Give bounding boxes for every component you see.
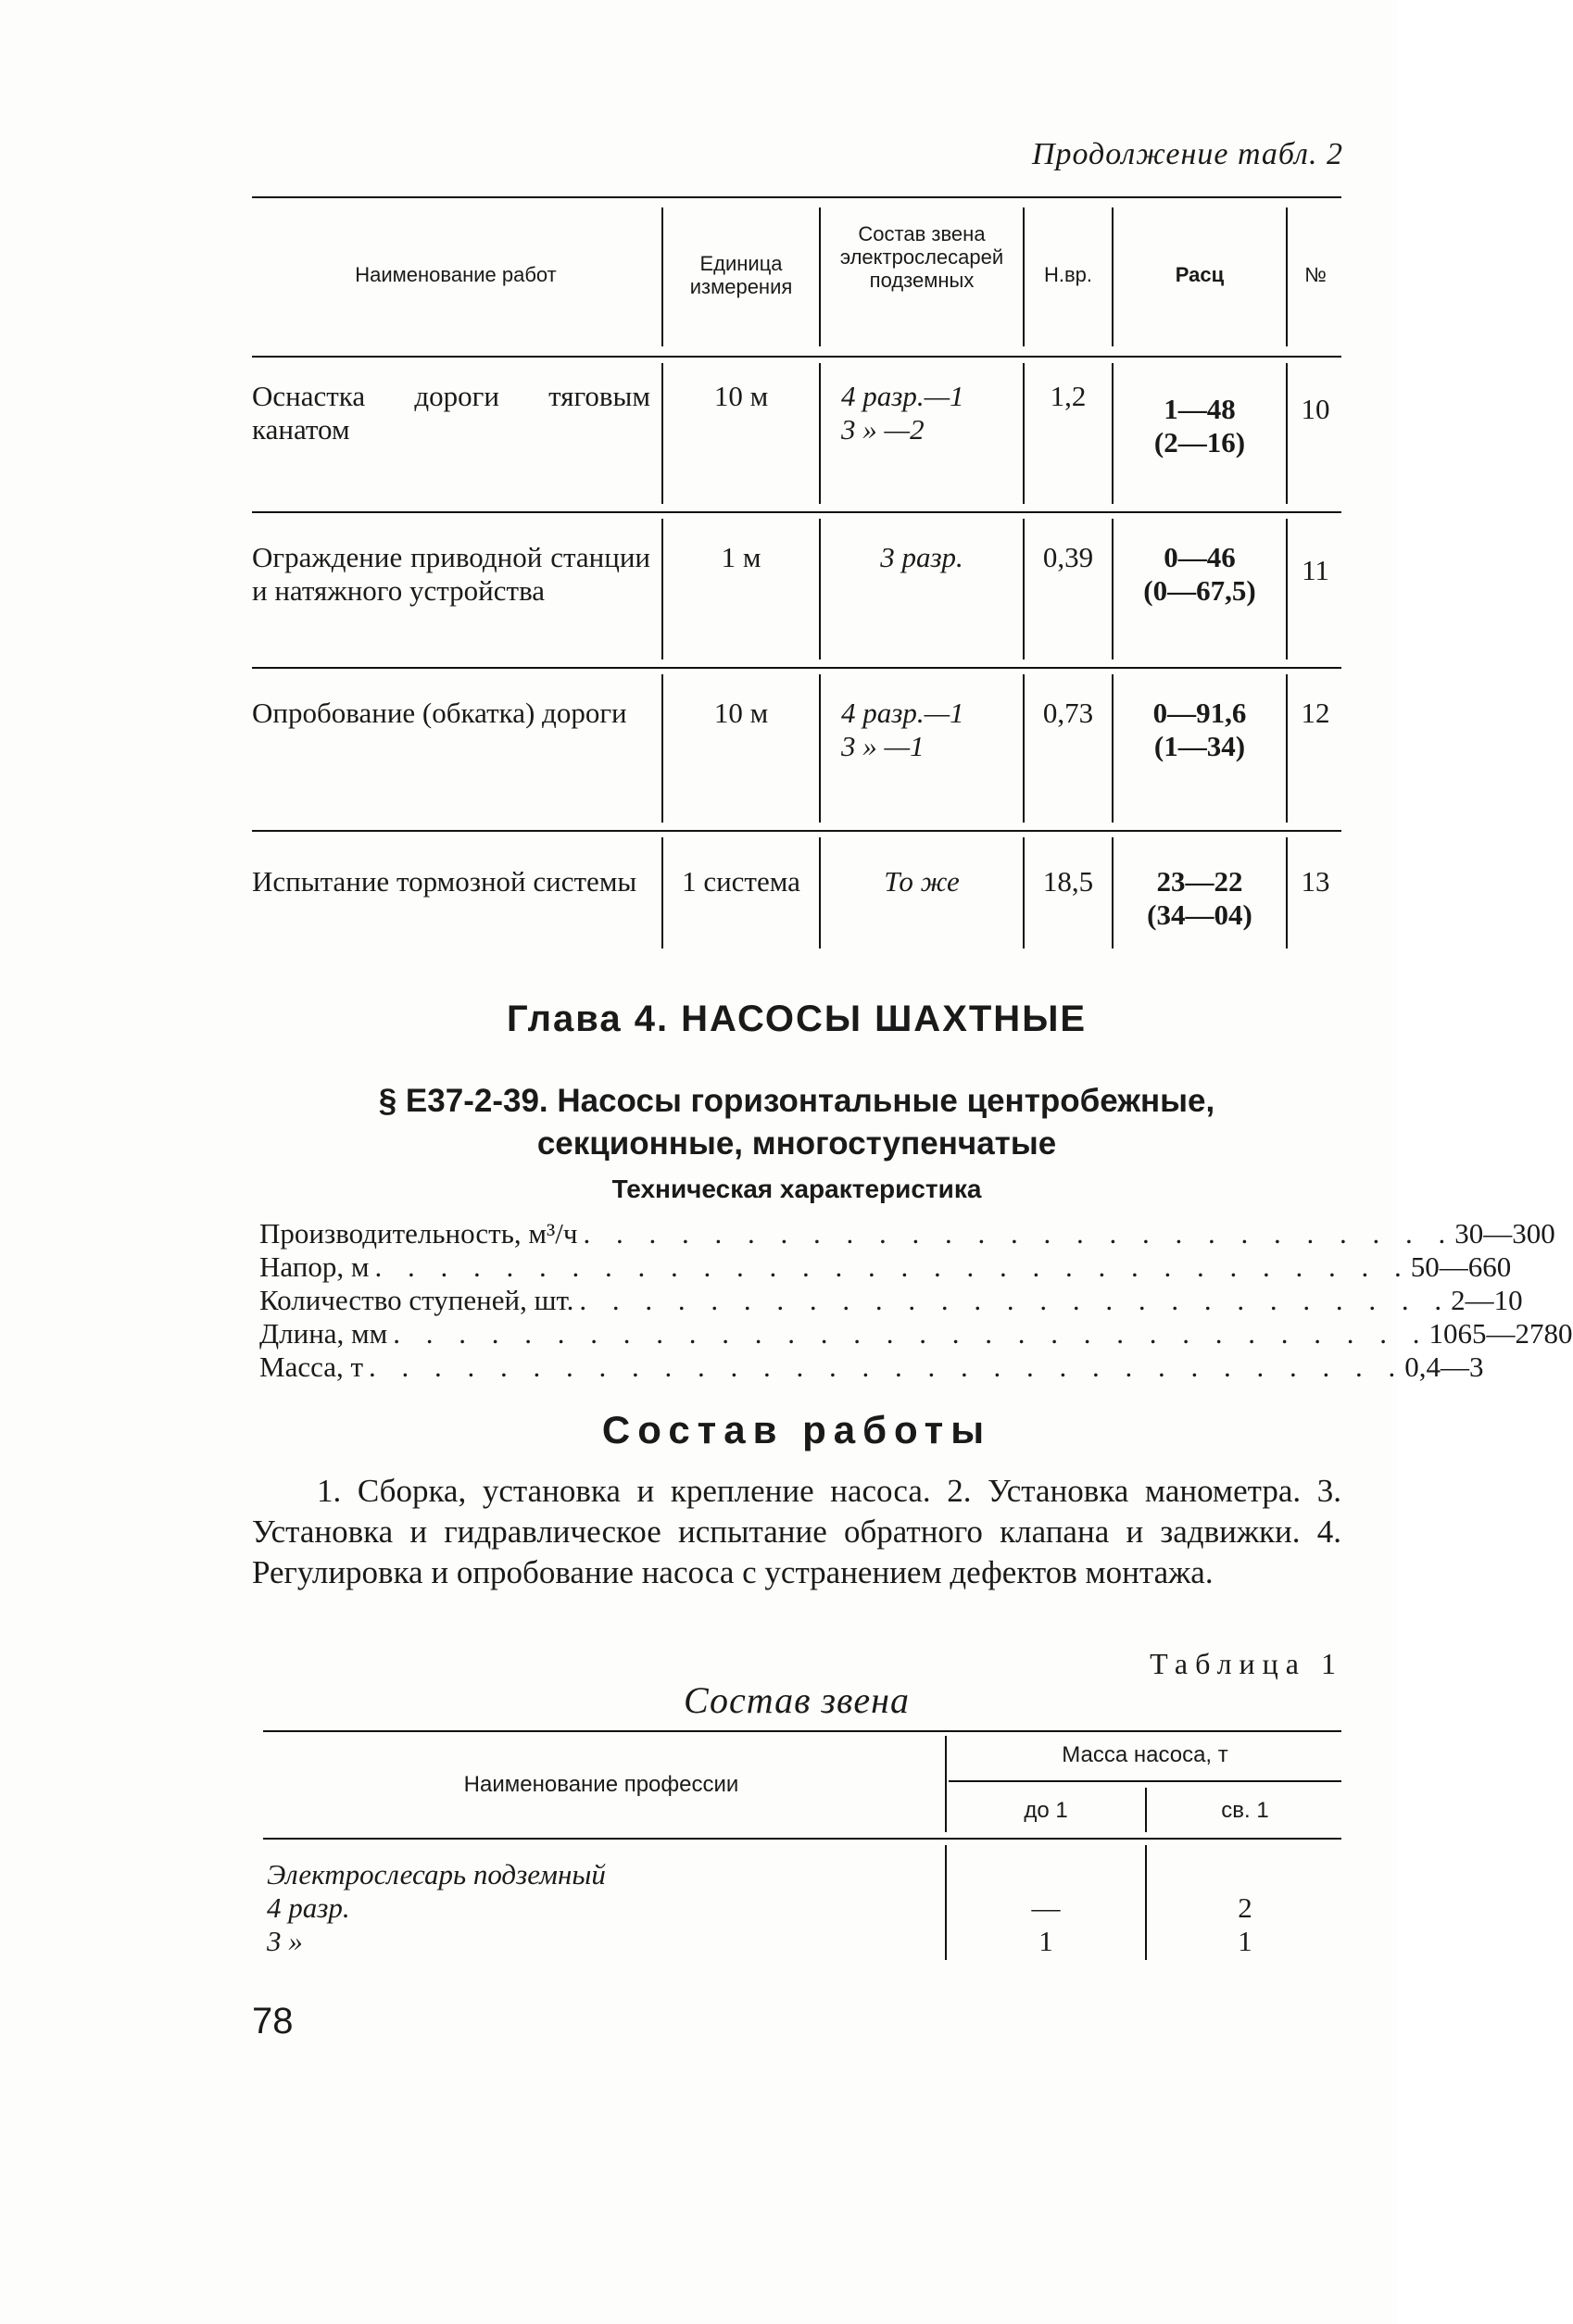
row3-name: Опробование (обкатка) дороги xyxy=(252,697,627,729)
table-number: Таблица 1 xyxy=(1150,1647,1343,1680)
spec-row: Длина, мм . . . . . . . . . . . . . . . . . . . . . . . . . . . . . . . . 1065—2780 xyxy=(259,1317,1573,1350)
row4-norm: 18,5 xyxy=(1042,865,1094,898)
row2-number: 11 xyxy=(1302,554,1329,586)
spec-row: Производительность, м³/ч . . . . . . . . . . . . . . . . . . . . . . . . . . . 30—300 xyxy=(259,1217,1555,1250)
table-continuation-label: Продолжение табл. 2 xyxy=(1031,137,1343,171)
row1-unit: 10 м xyxy=(713,380,769,412)
row1-crew-a: 4 разр.—1 xyxy=(841,380,964,412)
row3-number: 12 xyxy=(1301,697,1330,729)
row4-rate-alt: (34—04) xyxy=(1147,898,1252,931)
row4-unit: 1 система xyxy=(682,865,800,898)
spec-value: 1065—2780 xyxy=(1428,1317,1573,1350)
row2-rate-alt: (0—67,5) xyxy=(1143,574,1256,607)
row1-rate: 1—48 xyxy=(1164,393,1236,425)
spec-value: 30—300 xyxy=(1454,1217,1555,1250)
crew-grade3-upto: 1 xyxy=(1038,1925,1053,1957)
crew-row-profession: Электрослесарь подземный xyxy=(267,1858,606,1891)
crew-grade3-over: 1 xyxy=(1238,1925,1252,1957)
row1-norm: 1,2 xyxy=(1050,380,1087,412)
header-pump-mass: Масса насоса, т xyxy=(1062,1742,1228,1767)
row3-rate-alt: (1—34) xyxy=(1153,730,1246,762)
chapter-title: Глава 4. НАСОСЫ ШАХТНЫЕ xyxy=(506,999,1088,1039)
spec-row: Масса, т . . . . . . . . . . . . . . . . . . . . . . . . . . . . . . . . 0,4—3 xyxy=(259,1350,1484,1383)
row2-crew: 3 разр. xyxy=(880,541,963,573)
row2-norm: 0,39 xyxy=(1042,541,1094,573)
work-heading: Состав работы xyxy=(601,1408,992,1451)
row1-number: 10 xyxy=(1301,393,1330,425)
row2-name: Ограждение приводной станции и натяжного устройства xyxy=(252,541,650,607)
page-number: 78 xyxy=(252,2001,294,2041)
table-title: Состав звена xyxy=(683,1679,910,1721)
crew-row-grade3: 3 » xyxy=(267,1925,303,1957)
spec-label: Количество ступеней, шт. xyxy=(259,1284,574,1316)
header-unit: Единица измерения xyxy=(689,252,793,298)
row4-number: 13 xyxy=(1301,865,1330,898)
header-norm: Н.вр. xyxy=(1043,263,1093,286)
work-description: 1. Сборка, установка и крепление насоса. 2. Установка манометра. 3. Установка и гидравлическое испытание обратного клапана и задвижки. 4. Регулировка и опробование насоса с устранением дефектов монтажа. xyxy=(252,1473,1341,1590)
row3-rate: 0—91,6 xyxy=(1152,697,1247,729)
spec-label: Длина, мм xyxy=(259,1317,388,1350)
row4-rate: 23—22 xyxy=(1156,865,1243,898)
crew-grade4-upto: — xyxy=(1031,1891,1061,1924)
header-work-name: Наименование работ xyxy=(355,263,557,286)
spec-label: Масса, т xyxy=(259,1350,364,1383)
spec-value: 0,4—3 xyxy=(1404,1350,1484,1383)
row3-unit: 10 м xyxy=(713,697,769,729)
spec-row: Количество ступеней, шт. . . . . . . . . . . . . . . . . . . . . . . . . . . . 2—10 xyxy=(259,1284,1523,1316)
spec-row: Напор, м . . . . . . . . . . . . . . . . . . . . . . . . . . . . . . . . 50—660 xyxy=(259,1250,1512,1283)
header-number: № xyxy=(1304,263,1327,286)
section-title-line1: § Е37-2-39. Насосы горизонтальные центробежные, xyxy=(378,1083,1215,1119)
header-profession: Наименование профессии xyxy=(463,1772,739,1797)
row4-name: Испытание тормозной системы xyxy=(252,865,637,898)
row1-name: Оснастка дороги тяговым канатом xyxy=(252,380,650,446)
row4-crew: То же xyxy=(884,865,960,898)
row3-crew-b: 3 » —1 xyxy=(841,730,925,762)
spec-label: Напор, м xyxy=(259,1250,370,1283)
row2-unit: 1 м xyxy=(721,541,761,573)
header-rate: Расц xyxy=(1175,263,1225,286)
spec-value: 2—10 xyxy=(1451,1284,1523,1316)
section-title xyxy=(252,1080,1341,1165)
row1-crew-b: 3 » —2 xyxy=(841,413,925,446)
section-title-line2: секционные, многоступенчатые xyxy=(536,1125,1057,1162)
row3-crew-a: 4 разр.—1 xyxy=(841,697,964,729)
crew-row-grade4: 4 разр. xyxy=(267,1891,350,1924)
row1-rate-alt: (2—16) xyxy=(1153,426,1246,459)
spec-value: 50—660 xyxy=(1410,1250,1512,1283)
row3-norm: 0,73 xyxy=(1042,697,1094,729)
row2-rate: 0—46 xyxy=(1164,541,1236,573)
crew-grade4-over: 2 xyxy=(1238,1891,1252,1924)
header-upto-1: до 1 xyxy=(1024,1798,1068,1823)
header-over-1: св. 1 xyxy=(1221,1798,1269,1823)
spec-title: Техническая характеристика xyxy=(611,1175,982,1203)
header-crew: Состав звена электрослесарей подземных xyxy=(839,222,1004,292)
spec-label: Производительность, м³/ч xyxy=(259,1217,578,1250)
